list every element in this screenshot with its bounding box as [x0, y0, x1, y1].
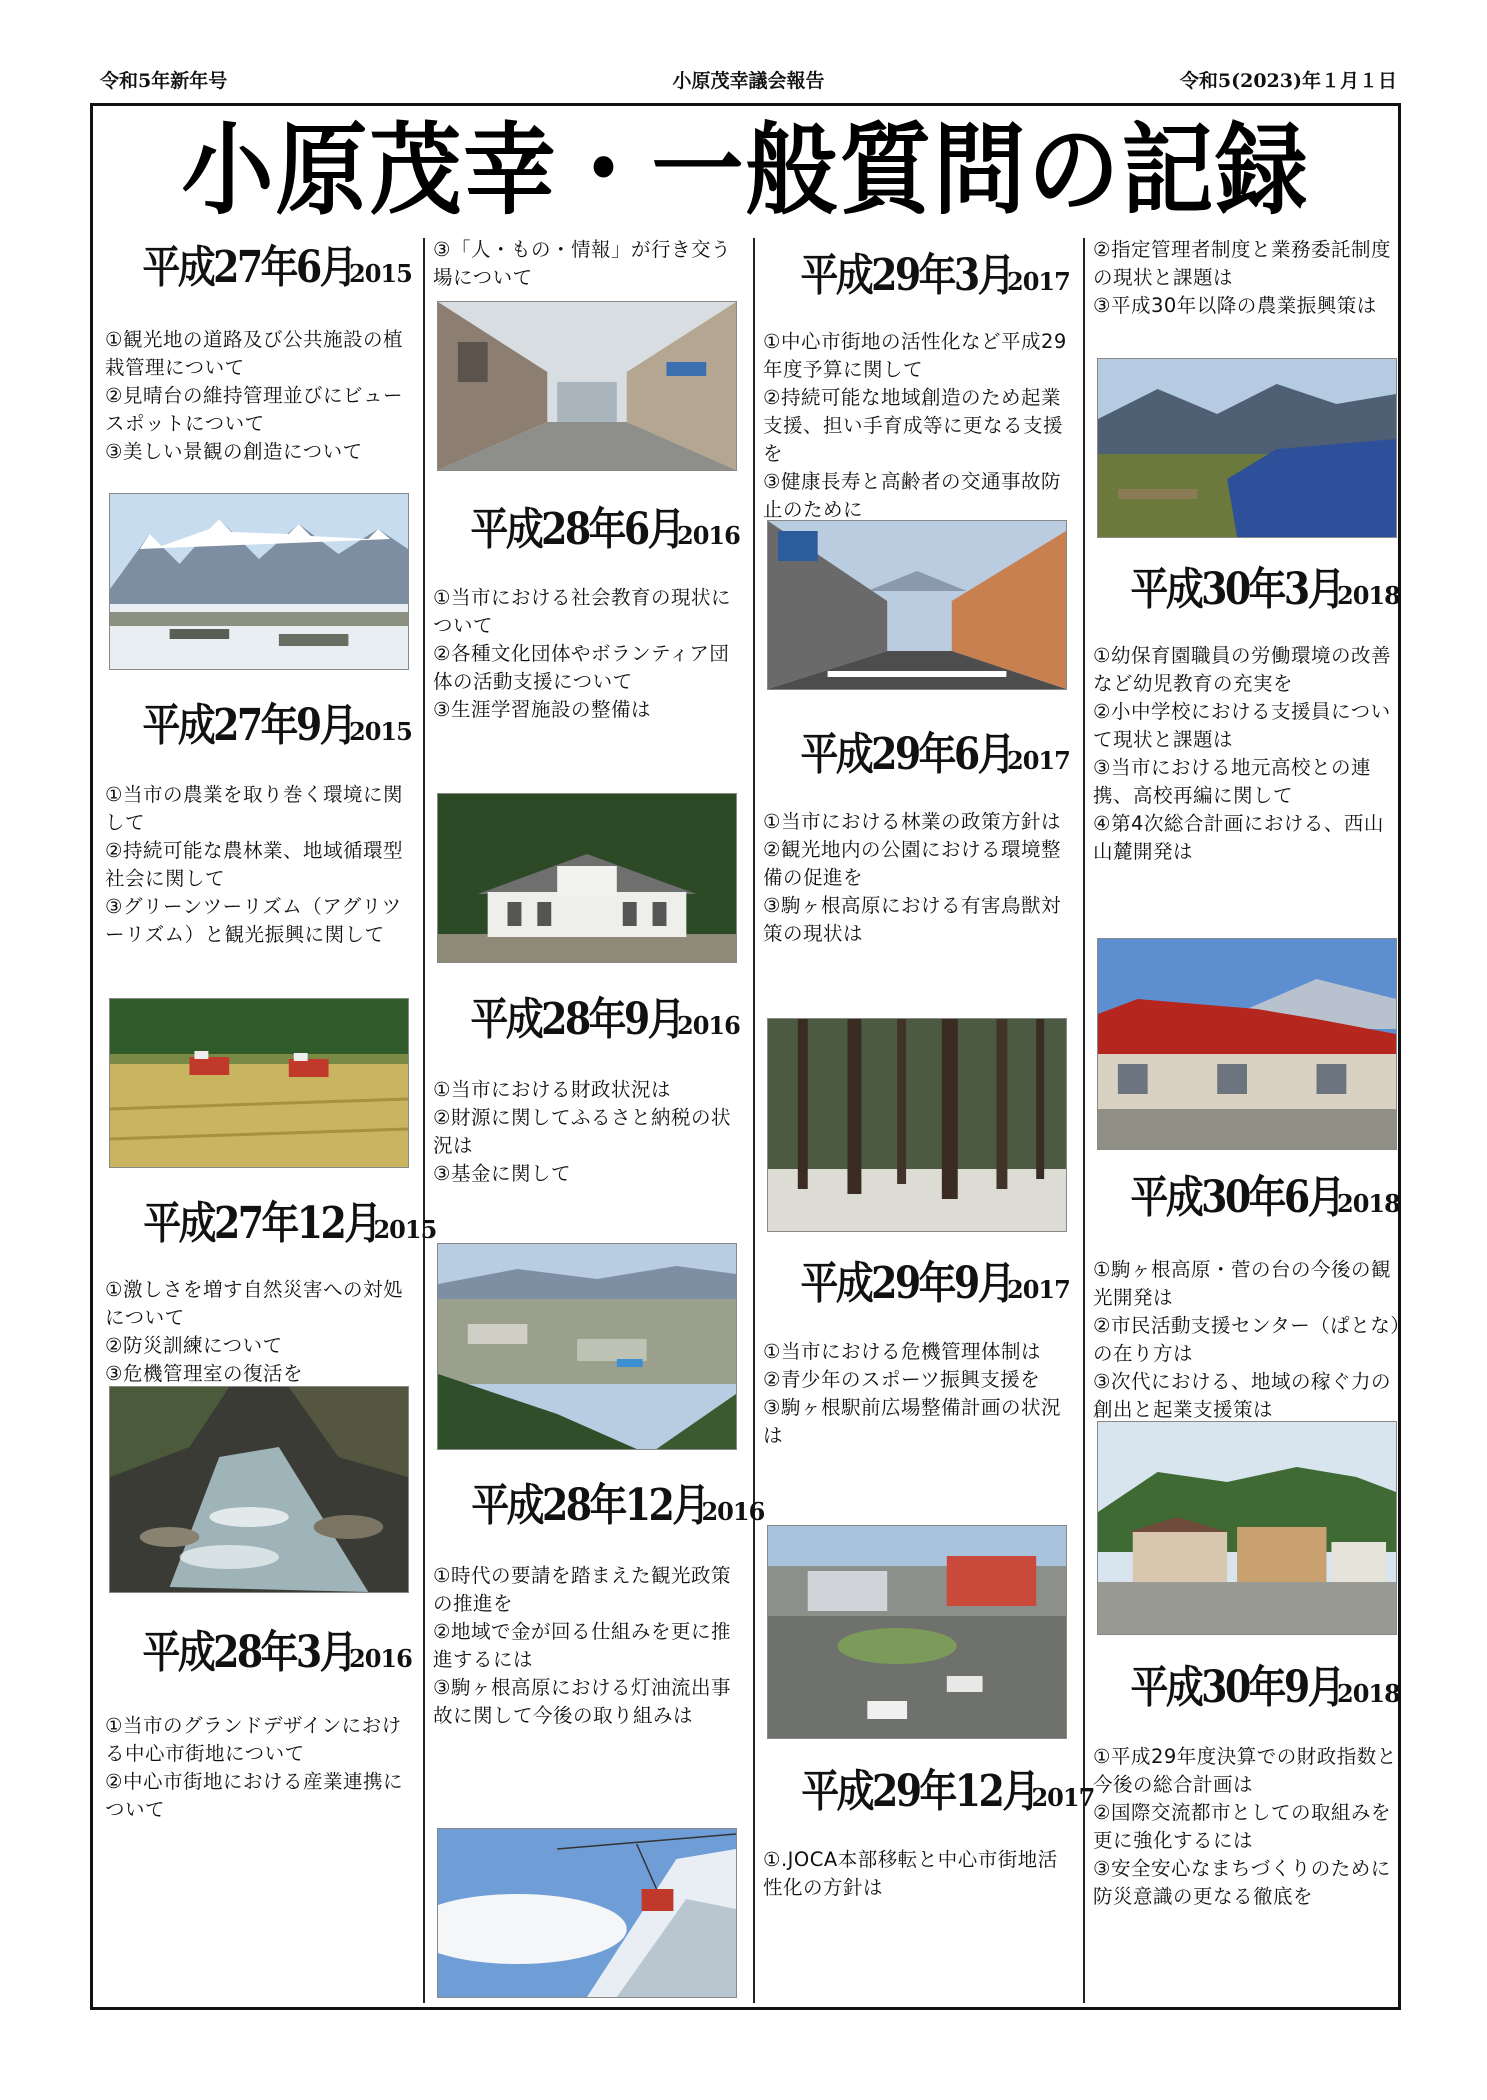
- entry-items: ②指定管理者制度と業務委託制度の現状と課題は ③平成30年以降の農業振興策は: [1093, 238, 1391, 317]
- issue-label: 令和5年新年号: [100, 70, 228, 92]
- ropeway-photo: [437, 1828, 737, 1998]
- entry-heading: 平成28年12月2016: [471, 1480, 765, 1531]
- entry-items: ①当市における危機管理体制は ②青少年のスポーツ振興支援を ③駒ヶ根駅前広場整備計画の状況は: [763, 1340, 1061, 1447]
- red-roof-school-icon: [1098, 939, 1396, 1149]
- entry-items: ①当市の農業を取り巻く環境に関して ②持続可能な農林業、地域循環型社会に関して ③グリーンツーリズム（アグリツーリズム）と観光振興に関して: [105, 783, 403, 946]
- shopping-street-icon: [438, 302, 736, 470]
- station-plaza-photo: [767, 1525, 1067, 1739]
- snow-mountains-photo: [109, 493, 409, 670]
- entry-heading: 平成27年6月2015: [142, 242, 412, 293]
- page-title: 小原茂幸・一般質問の記録: [181, 112, 1310, 229]
- visitor-center-photo: [1097, 1421, 1397, 1635]
- historic-building-photo: [437, 793, 737, 963]
- red-roof-school-photo: [1097, 938, 1397, 1150]
- historic-building-icon: [438, 794, 736, 962]
- entry-heading: 平成27年9月2015: [142, 700, 412, 751]
- date-label: 令和5(2023)年１月１日: [1179, 70, 1397, 92]
- ropeway-icon: [438, 1829, 736, 1997]
- entry-items: ①観光地の道路及び公共施設の植栽管理について ②見晴台の維持管理並びにビュースポットについて ③美しい景観の創造について: [105, 328, 403, 463]
- column-4: [1093, 238, 1408, 1998]
- entry-items: ①激しさを増す自然災害への対処について ②防災訓練について ③危機管理室の復活を: [105, 1278, 403, 1385]
- entry-items: ①中心市街地の活性化など平成29年度予算に関して ②持続可能な地域創造のため起業支援、担い手育成等に更なる支援を ③健康長寿と高齢者の交通事故防止のために: [763, 330, 1067, 521]
- article-frame: [90, 103, 1401, 2010]
- column-divider: [753, 238, 755, 2003]
- shopping-street-photo: [437, 301, 737, 471]
- snow-mountains-icon: [110, 494, 408, 669]
- entry-heading: 平成30年3月2018: [1130, 564, 1400, 615]
- entry-heading: 平成29年6月2017: [800, 729, 1070, 780]
- city-view-icon: [438, 1244, 736, 1449]
- entry-items: ③「人・もの・情報」が行き交う場について: [433, 238, 731, 289]
- entry-heading: 平成28年9月2016: [470, 994, 740, 1045]
- column-2: [433, 238, 765, 1998]
- page-header: [100, 66, 1397, 96]
- entry-heading: 平成28年3月2016: [142, 1627, 412, 1678]
- forest-photo: [767, 1018, 1067, 1232]
- entry-items: ①当市における財政状況は ②財源に関してふるさと納税の状況は ③基金に関して: [433, 1078, 731, 1185]
- column-divider: [1083, 238, 1085, 2003]
- entry-items: ①当市における林業の政策方針は ②観光地内の公園における環境整備の促進を ③駒ヶ根高原における有害鳥獣対策の現状は: [763, 810, 1061, 945]
- entry-heading: 平成29年9月2017: [800, 1258, 1070, 1309]
- rice-harvest-icon: [110, 999, 408, 1167]
- entry-items: ①当市における社会教育の現状について ②各種文化団体やボランティア団体の活動支援について ③生涯学習施設の整備は: [433, 586, 731, 721]
- main-street-icon: [768, 521, 1066, 689]
- main-street-photo: [767, 520, 1067, 690]
- entry-heading: 平成27年12月2015: [143, 1198, 437, 1249]
- orchard-photo: [1097, 358, 1397, 538]
- orchard-icon: [1098, 359, 1396, 537]
- river-icon: [110, 1387, 408, 1592]
- column-divider: [423, 238, 425, 2003]
- city-view-photo: [437, 1243, 737, 1450]
- forest-icon: [768, 1019, 1066, 1231]
- rice-harvest-photo: [109, 998, 409, 1168]
- entry-heading: 平成30年9月2018: [1130, 1662, 1400, 1713]
- entry-heading: 平成29年12月2017: [801, 1766, 1095, 1817]
- entry-items: ①幼保育園職員の労働環境の改善など幼児教育の充実を ②小中学校における支援員について現状と課題は ③当市における地元高校との連携、高校再編に関して ④第4次総合計画における、西山山麓開発は: [1093, 644, 1391, 863]
- entry-items: ①当市のグランドデザインにおける中心市街地について ②中心市街地における産業連携について: [105, 1714, 403, 1821]
- entry-heading: 平成30年6月2018: [1130, 1172, 1400, 1223]
- entry-items: ①.JOCA本部移転と中心市街地活性化の方針は: [763, 1848, 1058, 1899]
- column-1: [105, 238, 437, 1998]
- visitor-center-icon: [1098, 1422, 1396, 1634]
- entry-heading: 平成29年3月2017: [800, 250, 1070, 301]
- river-photo: [109, 1386, 409, 1593]
- entry-items: ①平成29年度決算での財政指数と今後の総合計画は ②国際交流都市としての取組みを更に強化するには ③安全安心なまちづくりのために防災意識の更なる徹底を: [1093, 1745, 1397, 1908]
- column-3: [763, 238, 1095, 1998]
- publication-label: 小原茂幸議会報告: [672, 70, 825, 92]
- entry-items: ①駒ヶ根高原・菅の台の今後の観光開発は ②市民活動支援センター（ぱとな）の在り方は ③次代における、地域の稼ぐ力の創出と起業支援策は: [1093, 1258, 1401, 1421]
- entry-items: ①時代の要請を踏まえた観光政策の推進を ②地域で金が回る仕組みを更に推進するには ③駒ヶ根高原における灯油流出事故に関して今後の取り組みは: [433, 1564, 731, 1727]
- station-plaza-icon: [768, 1526, 1066, 1738]
- entry-heading: 平成28年6月2016: [470, 504, 740, 555]
